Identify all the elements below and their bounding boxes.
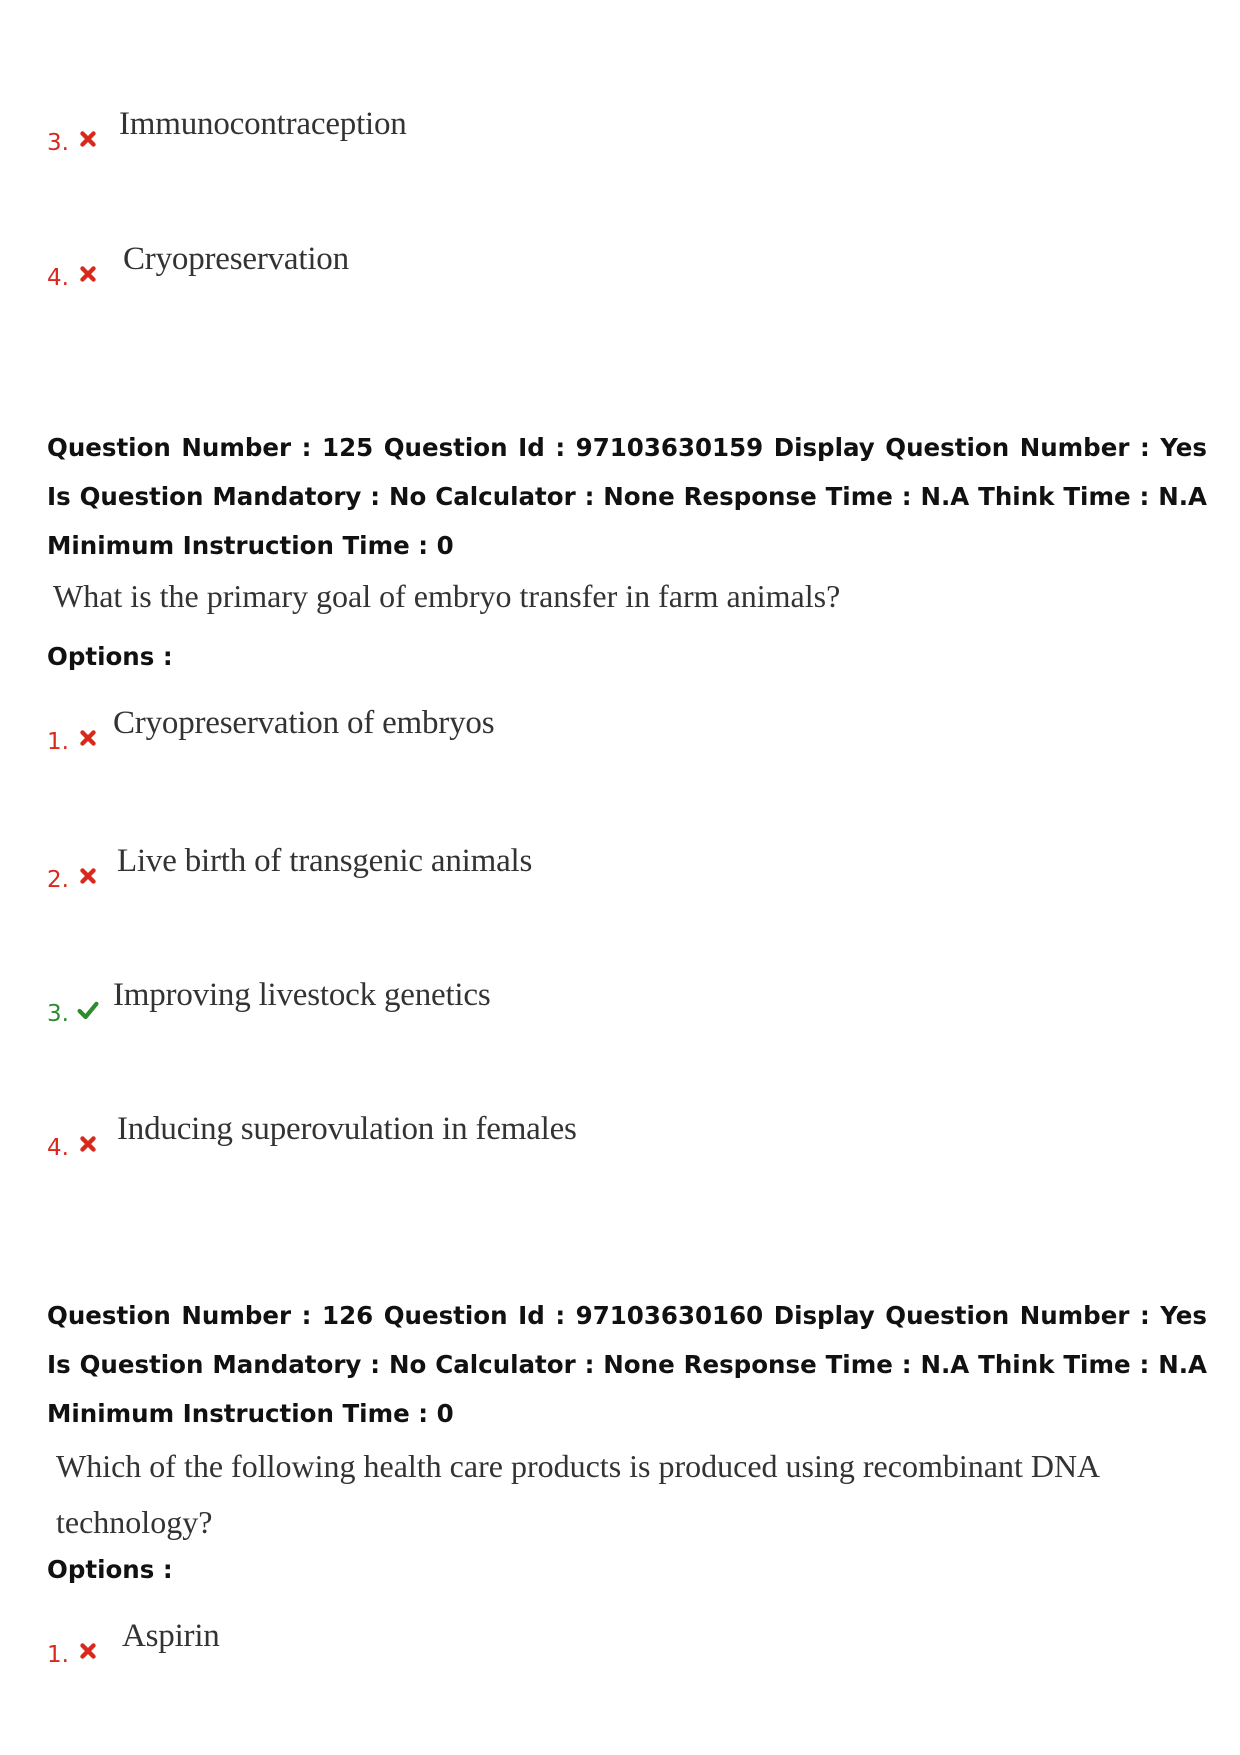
option-text: Cryopreservation of embryos <box>113 705 495 741</box>
cross-icon <box>77 865 99 887</box>
option-text: Inducing superovulation in females <box>117 1111 577 1147</box>
question-text-line-1: Which of the following health care products is produced using recombinant DNA <box>56 1448 1101 1484</box>
option-row <box>47 705 1147 765</box>
cross-icon <box>77 727 99 749</box>
option-text: Aspirin <box>122 1618 220 1654</box>
option-number: 1. <box>47 729 69 755</box>
options-label: Options : <box>47 1555 173 1584</box>
cross-icon <box>77 263 99 285</box>
question-metadata: Question Number : 126 Question Id : 97103630160 Display Question Number : Yes Is Question Mandatory : No Calculator : None Response Time : N.A Think Time : N.A Minimum Instruction Time : 0 <box>47 1301 1207 1428</box>
option-row <box>47 241 1147 301</box>
option-row <box>47 977 1147 1037</box>
option-text: Immunocontraception <box>119 106 407 142</box>
option-number: 3. <box>47 130 69 156</box>
option-number: 4. <box>47 265 69 291</box>
cross-icon <box>77 1640 99 1662</box>
option-number: 2. <box>47 867 69 893</box>
check-icon <box>75 999 101 1023</box>
option-text: Cryopreservation <box>123 241 349 277</box>
option-row <box>47 843 1147 903</box>
option-number: 3. <box>47 1001 69 1027</box>
option-text: Live birth of transgenic animals <box>117 843 533 879</box>
question-text-line-2: technology? <box>56 1504 213 1540</box>
option-text: Improving livestock genetics <box>113 977 491 1013</box>
question-metadata: Question Number : 125 Question Id : 97103630159 Display Question Number : Yes Is Question Mandatory : No Calculator : None Response Time : N.A Think Time : N.A Minimum Instruction Time : 0 <box>47 433 1207 560</box>
option-row <box>47 1111 1147 1171</box>
options-label: Options : <box>47 642 173 671</box>
option-number: 4. <box>47 1135 69 1161</box>
cross-icon <box>77 128 99 150</box>
question-text: What is the primary goal of embryo transfer in farm animals? <box>53 578 841 614</box>
option-row <box>47 106 1147 166</box>
option-row <box>47 1618 1147 1678</box>
option-number: 1. <box>47 1642 69 1668</box>
cross-icon <box>77 1133 99 1155</box>
